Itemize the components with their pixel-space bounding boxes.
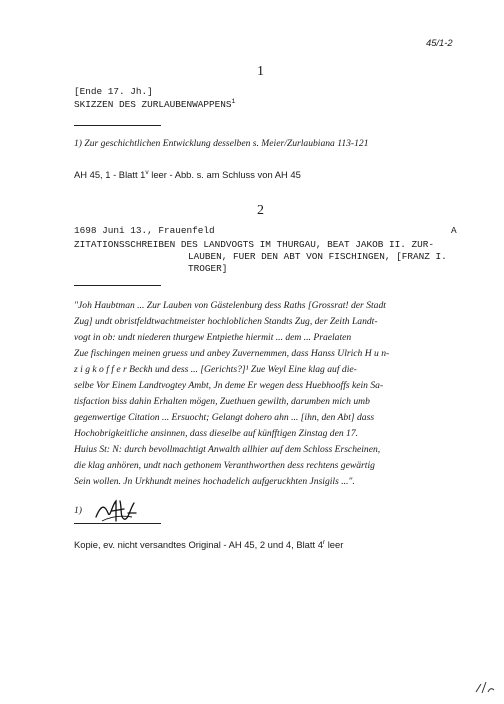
document-1-title-footnote-marker: 1 (231, 97, 236, 105)
quote-line: gegenwertige Citation ... Ersuocht; Gelangt dohero ahn ... [ihn, den Abt] dass (74, 412, 375, 423)
quote-line: "Joh Haubtman ... Zur Lauben von Gästelenburg dess Raths [Grossrat! der Stadt (74, 300, 386, 311)
pen-mark-icon (474, 680, 496, 696)
document-1-ref-superscript: v (145, 168, 149, 176)
document-1-date: [Ende 17. Jh.] (74, 86, 153, 97)
document-1-title (74, 99, 235, 110)
document-1-ref-suffix: leer - Abb. s. am Schluss von AH 45 (148, 169, 301, 180)
document-1-ref-prefix: AH 45, 1 - Blatt 1 (74, 169, 146, 180)
document-2-marker: A (451, 225, 457, 236)
document-2-ref-prefix: Kopie, ev. nicht versandtes Original - AH 45, 2 und 4, Blatt 4 (74, 539, 323, 550)
document-2-ref-suffix: leer (325, 539, 344, 550)
handwritten-abbreviation-mark (94, 495, 138, 525)
document-2-date-place: 1698 Juni 13., Frauenfeld (74, 225, 215, 236)
quote-line: Zue fischingen meinen gruess und anbey Zuvernemmen, dass Hanss Ulrich H u n- (74, 348, 390, 359)
document-2-number: 2 (257, 203, 264, 218)
page-reference: 45/1-2 (426, 37, 453, 48)
quote-line: die klag anhören, undt nach gethonem Veranthworthen dess rechtens gewärtig (74, 460, 375, 471)
quote-line: vogt in ob: undt niederen thurgew Entpiethe hiermit ... dem ... Praelaten (74, 332, 352, 343)
quote-line: z i g k o f f e r Beckh und dess ... [Gerichts?]¹ Zue Weyl Eine klag auf die- (74, 364, 357, 375)
document-1-footnote: 1) Zur geschichtlichen Entwicklung desselben s. Meier/Zurlaubiana 113-121 (74, 138, 369, 149)
quote-line: Huius St: N: durch bevollmachtigt Anwalth allhier auf dem Schloss Erscheinen, (74, 444, 381, 455)
document-2-title-line-2: LAUBEN, FUER DEN ABT VON FISCHINGEN, [FRANZ I. (188, 251, 447, 262)
document-1-title-text: SKIZZEN DES ZURLAUBENWAPPENS (74, 99, 232, 110)
quote-line: tisfaction biss dahin Erhalten mögen, Zuethuen gewilth, darumben mich umb (74, 396, 370, 407)
footnote-separator-2 (74, 523, 161, 524)
document-2-ref-superscript: r (322, 538, 326, 546)
quote-line: selbe Vor Einem Landtvogtey Ambt, Jn deme Er wegen dess Huebhooffs kein Sa- (74, 380, 384, 391)
quote-line: Sein wollen. Jn Urkhundt meines hochadelich aufgeruckhten Jnsigils ...". (74, 476, 355, 487)
document-2-title-line-3: TROGER] (188, 263, 228, 274)
quote-line: Hochobrigkeitliche ansinnen, dass dieselbe auf künfftigen Zinstag den 17. (74, 428, 359, 439)
document-2-title-line-1: ZITATIONSSCHREIBEN DES LANDVOGTS IM THURGAU, BEAT JAKOB II. ZUR- (74, 239, 435, 250)
document-2-footnote-marker: 1) (74, 505, 82, 516)
document-2-archive-reference (74, 539, 343, 550)
footnote-separator-1 (74, 125, 161, 126)
quote-separator (74, 285, 161, 286)
document-1-archive-reference (74, 169, 301, 180)
quote-line: Zug] undt obristfeldtwachtmeister hochloblichen Standts Zug, der Zeith Landt- (74, 316, 378, 327)
document-1-number: 1 (257, 64, 264, 79)
